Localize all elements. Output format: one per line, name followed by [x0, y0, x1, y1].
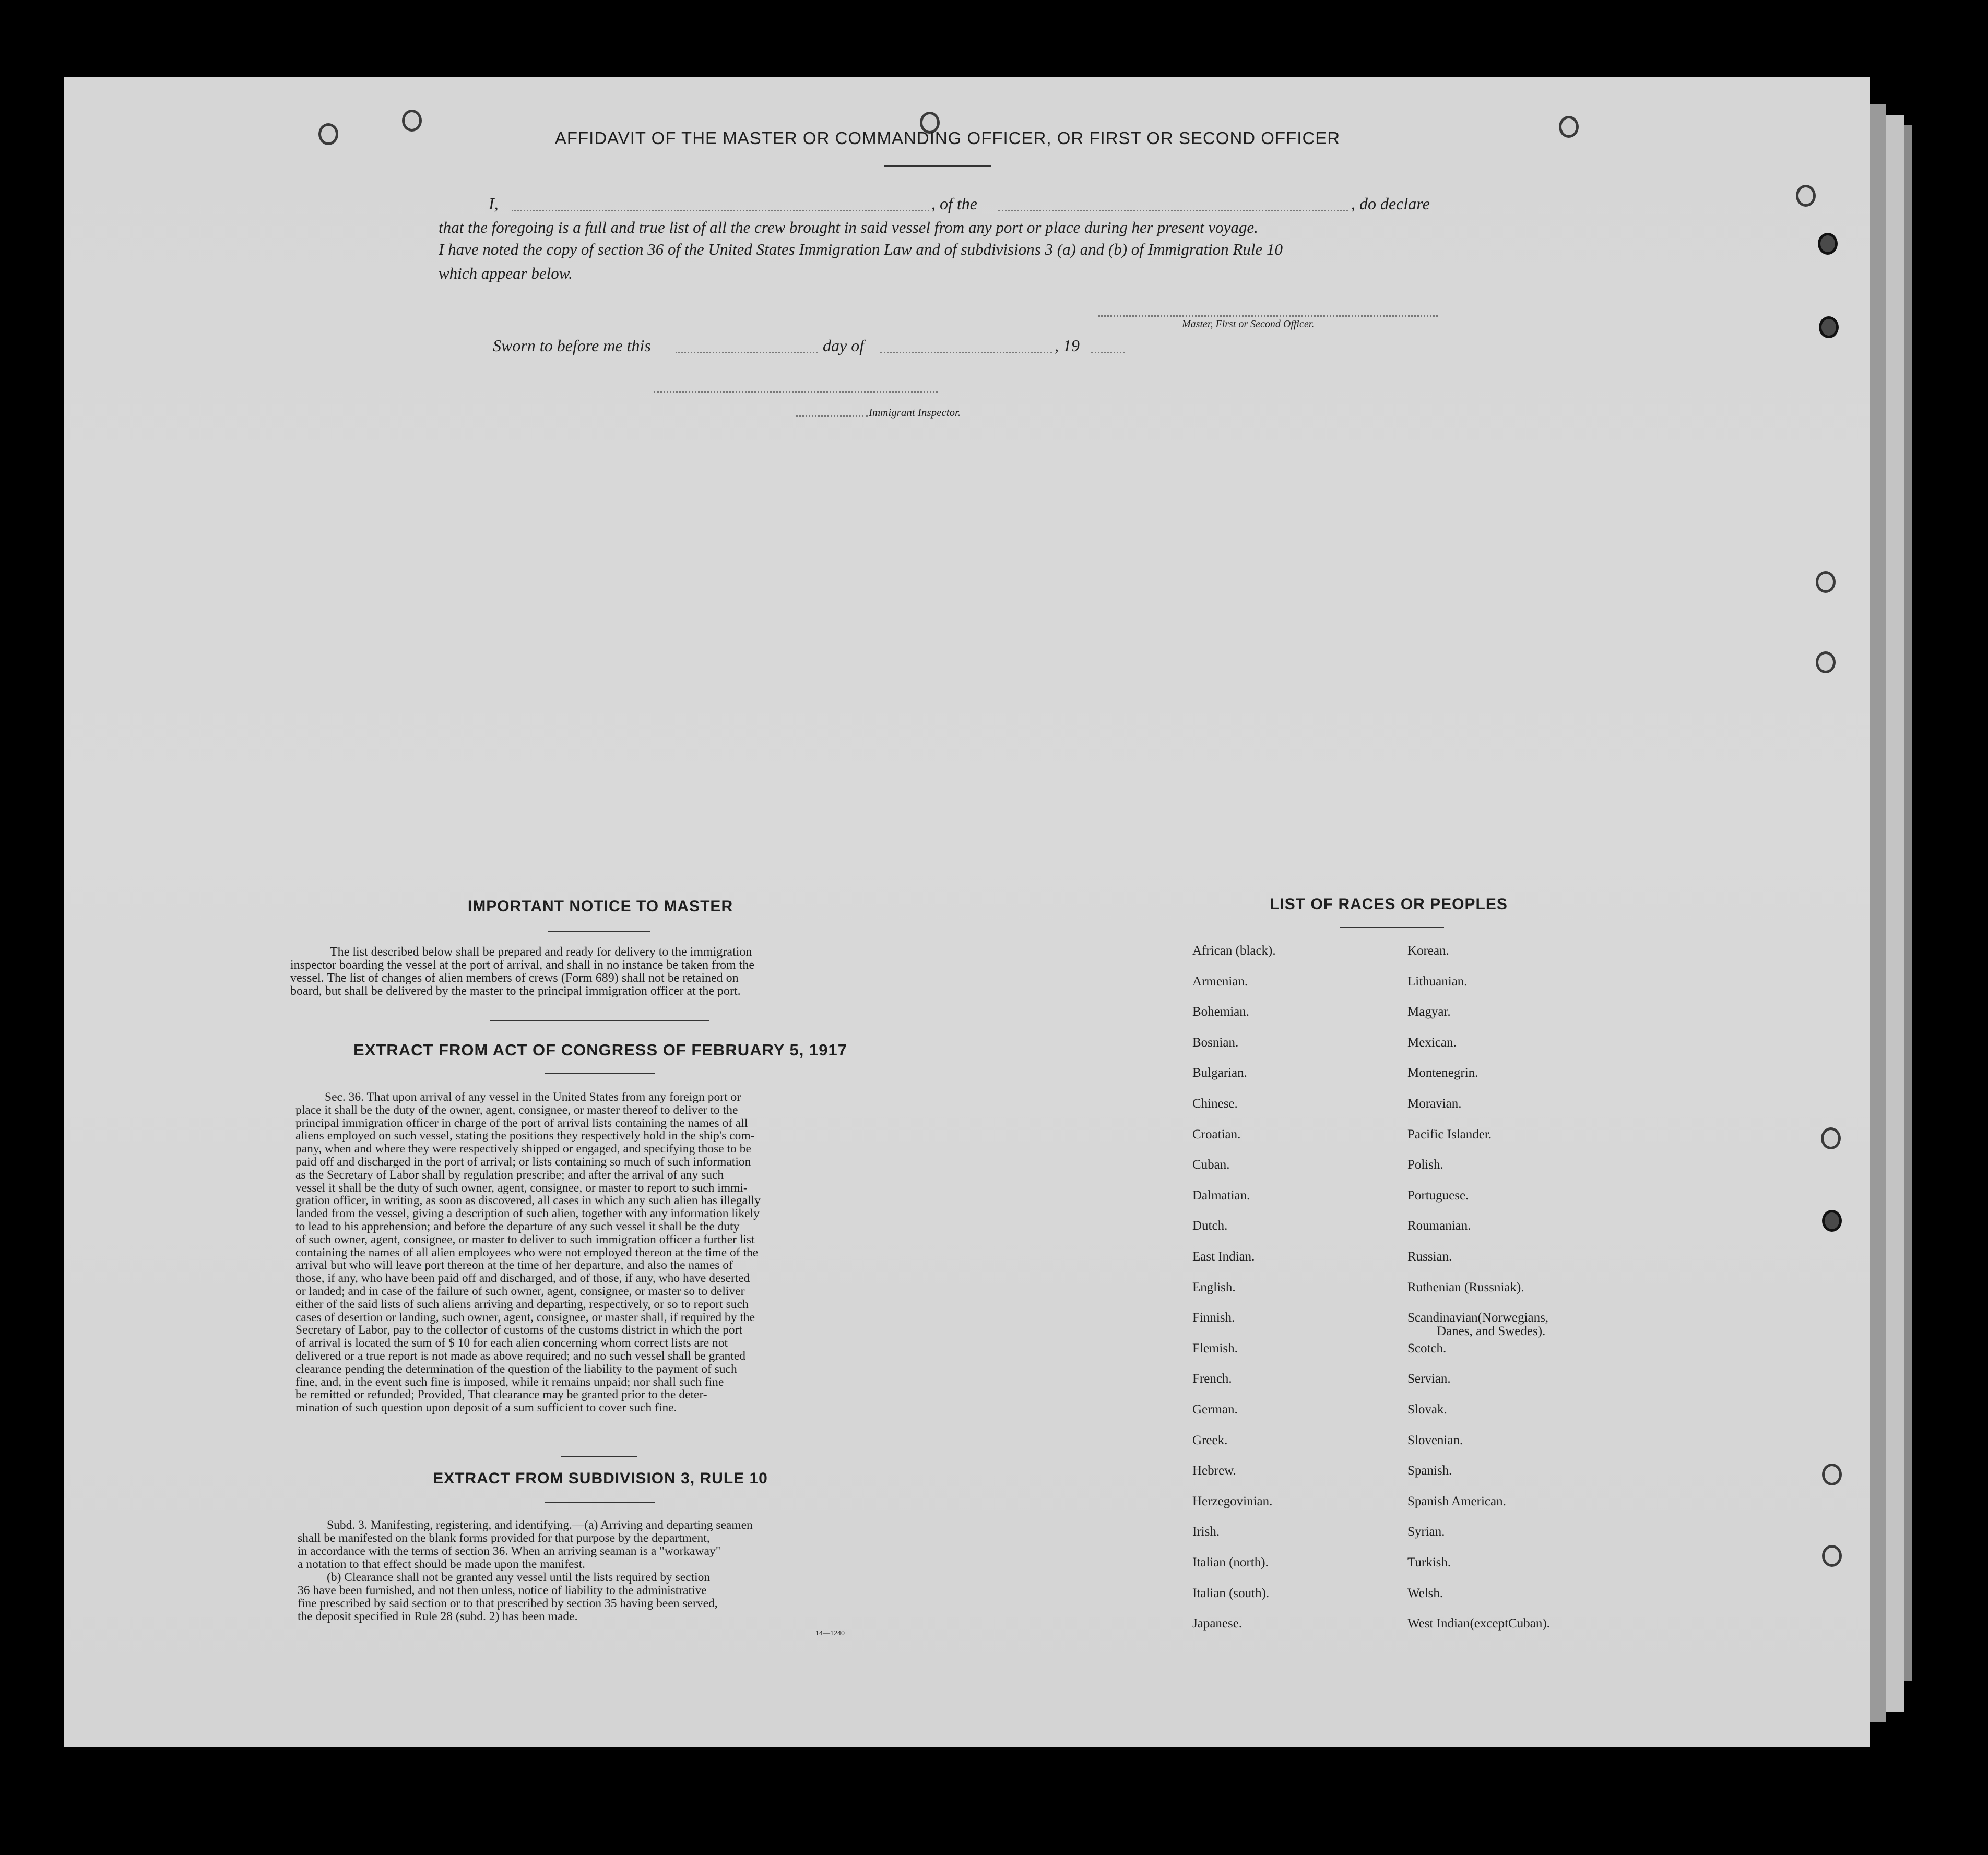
act-body: [295, 1091, 904, 1414]
text-line: in accordance with the terms of section 36. When an arriving seaman is a "workaway": [298, 1544, 721, 1558]
text-line: those, if any, who have been paid off and discharged, and of those, if any, who have deserted: [295, 1271, 750, 1286]
text-line: Sec. 36. That upon arrival of any vessel in the United States from any foreign port or: [325, 1090, 741, 1104]
text-line: delivered or a true report is not made as above required; and no such vessel shall be granted: [295, 1349, 746, 1363]
text-line: of arrival is located the sum of $ 10 for each alien concerning whom correct lists are not: [295, 1336, 728, 1350]
month-blank[interactable]: [880, 352, 1052, 353]
divider: [545, 1073, 655, 1074]
text-line: aliens employed on such vessel, stating the positions they respectively hold in the ship's com-: [295, 1129, 755, 1143]
punch-hole: [1819, 316, 1839, 338]
divider: [884, 165, 991, 167]
text-line: (b) Clearance shall not be granted any vessel until the lists required by section: [327, 1571, 711, 1584]
race-item: Roumanian.: [1407, 1219, 1471, 1233]
race-item: Italian (north).: [1192, 1555, 1269, 1569]
affidavit-declare: , do declare: [1351, 194, 1430, 213]
race-item: Bohemian.: [1192, 1005, 1250, 1019]
race-item: Slovak.: [1407, 1402, 1447, 1417]
race-item: French.: [1192, 1372, 1232, 1386]
race-item: Korean.: [1407, 944, 1449, 958]
rule-heading: EXTRACT FROM SUBDIVISION 3, RULE 10: [433, 1470, 768, 1487]
text-line: vessel it shall be the duty of such owner, agent, consignee, or master to report to such immi-: [295, 1181, 748, 1195]
divider: [545, 1502, 655, 1503]
punch-hole: [402, 110, 422, 132]
text-line: or landed; and in case of the failure of such owner, agent, consignee, or master so to deliver: [295, 1284, 745, 1298]
race-item: West Indian(exceptCuban).: [1407, 1616, 1550, 1631]
punch-hole: [1818, 233, 1838, 255]
affidavit-i: I,: [489, 194, 499, 213]
page-edge: [1870, 104, 1886, 1722]
text-line: as the Secretary of Labor shall by regulation prescribe; and after the arrival of any such: [295, 1168, 724, 1182]
text-line: of such owner, agent, consignee, or master to deliver to such immigration officer a further list: [295, 1232, 755, 1246]
race-item: Irish.: [1192, 1525, 1220, 1539]
text-line: arrival but who will leave port thereon at the time of her departure, and also the names of: [295, 1258, 733, 1273]
race-item: Armenian.: [1192, 974, 1248, 989]
inspector-label: Immigrant Inspector.: [869, 406, 961, 419]
notice-line: The list described below shall be prepared and ready for delivery to the immigration: [330, 945, 752, 959]
divider: [548, 931, 650, 932]
race-item: Dutch.: [1192, 1219, 1228, 1233]
race-item: Portuguese.: [1407, 1188, 1469, 1203]
punch-hole: [1822, 1464, 1842, 1485]
punch-hole: [1816, 571, 1836, 593]
text-line: Subd. 3. Manifesting, registering, and identifying.—(a) Arriving and departing seamen: [327, 1518, 753, 1532]
race-item: Servian.: [1407, 1372, 1451, 1386]
text-line: 36 have been furnished, and not then unless, notice of liability to the administrative: [298, 1584, 707, 1597]
race-item: Polish.: [1407, 1158, 1443, 1172]
race-item: Herzegovinian.: [1192, 1494, 1273, 1508]
notice-heading: IMPORTANT NOTICE TO MASTER: [467, 898, 733, 915]
text-line: to lead to his apprehension; and before the departure of any such vessel it shall be the duty: [295, 1219, 740, 1233]
text-line: cases of desertion or landing, such owner, agent, consignee, or master shall, if required by the: [295, 1310, 755, 1324]
punch-hole: [1816, 651, 1836, 673]
race-item: English.: [1192, 1280, 1236, 1294]
text-line: mination of such question upon deposit of a sum sufficient to cover such fine.: [295, 1401, 677, 1415]
inspector-dots: [796, 415, 868, 417]
text-line: place it shall be the duty of the owner, agent, consignee, or master thereof to deliver to the: [295, 1103, 738, 1117]
punch-hole: [1822, 1210, 1842, 1232]
inspector-signature-line[interactable]: [654, 391, 938, 393]
text-line: landed from the vessel, giving a description of such alien, together with any information likely: [295, 1207, 760, 1221]
affidavit-line3: I have noted the copy of section 36 of the United States Immigration Law and of subdivisions 3 (a) and (b) of Immigration Rule 10: [439, 240, 1283, 258]
text-line: containing the names of all alien employees who were not employed thereon at the time of the: [295, 1245, 759, 1259]
text-line: fine, and, in the event such fine is imposed, while it remains unpaid; nor shall such fine: [295, 1375, 724, 1389]
day-of-text: day of: [823, 336, 865, 355]
text-line: principal immigration officer in charge of the port of arrival lists containing the names of all: [295, 1116, 748, 1130]
race-item: German.: [1192, 1402, 1238, 1417]
races-heading: LIST OF RACES OR PEOPLES: [1270, 896, 1508, 913]
punch-hole: [1822, 1545, 1842, 1567]
race-item: Spanish American.: [1407, 1494, 1506, 1508]
race-item: Spanish.: [1407, 1464, 1452, 1478]
notice-line: inspector boarding the vessel at the port of arrival, and shall in no instance be taken from the: [290, 958, 755, 972]
text-line: pany, when and where they were respectively shipped or engaged, and specifying those to be: [295, 1142, 751, 1156]
form-number: 14—1240: [815, 1630, 845, 1637]
race-item: Dalmatian.: [1192, 1188, 1250, 1203]
text-line: fine prescribed by said section or to that prescribed by section 35 having been served,: [298, 1597, 718, 1610]
race-item: Bosnian.: [1192, 1035, 1239, 1050]
page-edge: [1886, 115, 1904, 1712]
divider: [561, 1456, 637, 1457]
punch-hole: [1821, 1127, 1841, 1149]
divider: [1340, 927, 1444, 928]
race-item: Russian.: [1407, 1250, 1452, 1264]
race-item: Croatian.: [1192, 1127, 1241, 1141]
year-text: , 19: [1055, 336, 1080, 355]
divider: [490, 1020, 709, 1021]
race-item: Montenegrin.: [1407, 1066, 1478, 1080]
race-item-continued: Danes, and Swedes).: [1437, 1324, 1546, 1339]
race-item: Bulgarian.: [1192, 1066, 1247, 1080]
text-line: clearance pending the determination of the question of the liability to the payment of such: [295, 1362, 737, 1376]
text-line: Secretary of Labor, pay to the collector of customs of the customs district in which the port: [295, 1323, 742, 1337]
race-item: Ruthenian (Russniak).: [1407, 1280, 1524, 1294]
race-item: Hebrew.: [1192, 1464, 1236, 1478]
race-item: Pacific Islander.: [1407, 1127, 1492, 1141]
master-signature-line[interactable]: [1098, 315, 1438, 317]
race-item: Scotch.: [1407, 1341, 1447, 1355]
race-item: Lithuanian.: [1407, 974, 1468, 989]
text-line: shall be manifested on the blank forms provided for that purpose by the department,: [298, 1531, 710, 1545]
punch-hole: [1559, 116, 1579, 138]
race-item: Magyar.: [1407, 1005, 1451, 1019]
race-item: Mexican.: [1407, 1035, 1457, 1050]
page-edge: [1904, 125, 1912, 1681]
affidavit-line4: which appear below.: [439, 264, 573, 282]
notice-line: vessel. The list of changes of alien members of crews (Form 689) shall not be retained on: [290, 971, 739, 985]
race-item: Flemish.: [1192, 1341, 1238, 1355]
text-line: gration officer, in writing, as soon as discovered, all cases in which any such alien has illegally: [295, 1194, 761, 1208]
notice-line: board, but shall be delivered by the master to the principal immigration officer at the port.: [290, 984, 741, 998]
master-signature-label: Master, First or Second Officer.: [1182, 318, 1315, 330]
text-line: be remitted or refunded; Provided, That clearance may be granted prior to the deter-: [295, 1388, 707, 1402]
punch-hole: [1796, 185, 1816, 207]
race-item: Japanese.: [1192, 1616, 1242, 1631]
race-item: Turkish.: [1407, 1555, 1451, 1569]
name-blank[interactable]: [512, 210, 929, 211]
notice-body: [290, 946, 904, 998]
affidavit-of-the: , of the: [931, 194, 977, 213]
race-item: Italian (south).: [1192, 1586, 1270, 1600]
race-item: Syrian.: [1407, 1525, 1445, 1539]
text-line: the deposit specified in Rule 28 (subd. 2) has been made.: [298, 1610, 578, 1623]
race-item: Welsh.: [1407, 1586, 1443, 1600]
race-item: Slovenian.: [1407, 1433, 1463, 1447]
race-item: Finnish.: [1192, 1311, 1235, 1325]
race-item: Greek.: [1192, 1433, 1228, 1447]
year-blank[interactable]: [1091, 352, 1125, 353]
race-item: African (black).: [1192, 944, 1276, 958]
race-item: Scandinavian(Norwegians,: [1407, 1311, 1549, 1325]
act-heading: EXTRACT FROM ACT OF CONGRESS OF FEBRUARY 5, 1917: [353, 1041, 847, 1059]
punch-hole: [318, 123, 338, 145]
sworn-text: Sworn to before me this: [493, 336, 651, 355]
day-blank[interactable]: [676, 352, 818, 353]
affidavit-line2: that the foregoing is a full and true list of all the crew brought in said vessel from any port or place during her present voyage.: [439, 218, 1258, 236]
text-line: either of the said lists of such aliens arriving and departing, respectively, or so to report such: [295, 1297, 749, 1311]
race-item: Moravian.: [1407, 1097, 1462, 1111]
text-line: paid off and discharged in the port of arrival; or lists containing so much of such information: [295, 1155, 751, 1169]
race-item: Cuban.: [1192, 1158, 1230, 1172]
race-item: Chinese.: [1192, 1097, 1238, 1111]
rule-body: [298, 1519, 904, 1623]
vessel-blank[interactable]: [998, 210, 1348, 211]
text-line: a notation to that effect should be made upon the manifest.: [298, 1557, 586, 1571]
race-item: East Indian.: [1192, 1250, 1255, 1264]
affidavit-heading: AFFIDAVIT OF THE MASTER OR COMMANDING OFFICER, OR FIRST OR SECOND OFFICER: [554, 128, 1341, 148]
